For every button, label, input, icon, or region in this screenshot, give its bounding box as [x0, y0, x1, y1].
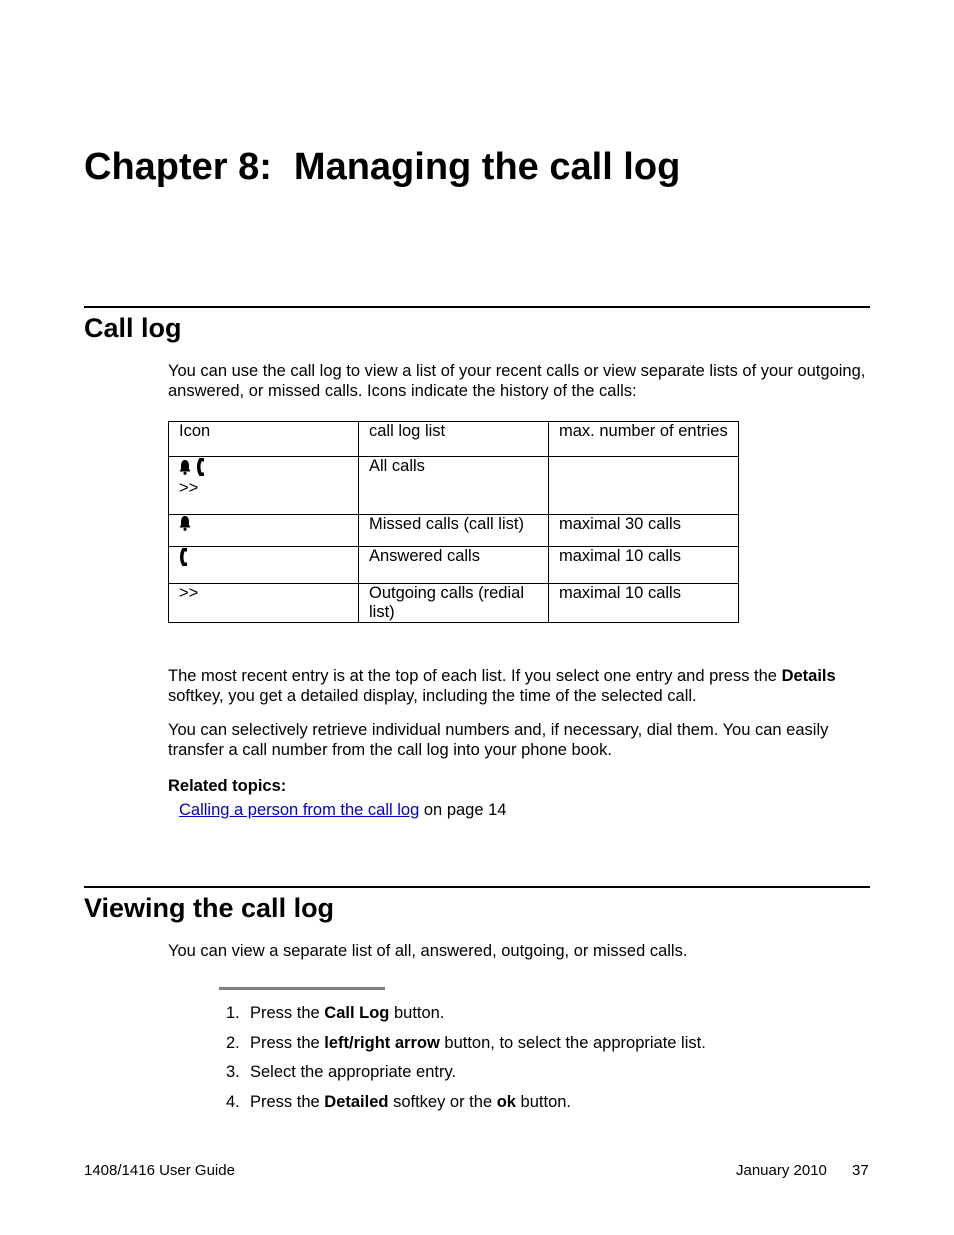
outgoing-symbol: >> [179, 479, 199, 497]
viewing-intro: You can view a separate list of all, answered, outgoing, or missed calls. [168, 942, 688, 960]
step-text: softkey or the [388, 1092, 497, 1111]
details-paragraph [168, 666, 878, 706]
header-max-entries: max. number of entries [549, 422, 739, 457]
step-text: button, to select the appropriate list. [439, 1033, 706, 1052]
cell-max: maximal 10 calls [549, 584, 739, 623]
cell-list: Outgoing calls (redial list) [359, 584, 549, 623]
step-text: Select the appropriate entry. [250, 1063, 457, 1082]
step-text: Press the [250, 1092, 325, 1111]
footer-date: January 2010 [736, 1162, 827, 1179]
phone-handset-icon [179, 547, 189, 572]
header-icon: Icon [169, 422, 359, 457]
section-divider [84, 886, 870, 888]
cell-icon [169, 515, 359, 547]
details-text-b: softkey, you get a detailed display, including the time of the selected call. [168, 687, 697, 705]
details-text-a: The most recent entry is at the top of each list. If you select one entry and press the [168, 667, 782, 685]
step-text: Press the [250, 1004, 325, 1022]
section-heading-call-log: Call log [84, 313, 182, 343]
table-row [169, 515, 739, 547]
step-text: Press the [250, 1033, 325, 1052]
chapter-number: Chapter 8: [84, 146, 272, 188]
step-bold: left/right arrow [324, 1033, 440, 1052]
call-log-intro: You can use the call log to view a list of your recent calls or view separate lists of your outgoing, answered, or missed calls. Icons indicate the history of the calls: [168, 362, 866, 400]
list-item [226, 1003, 706, 1033]
step-number: 4. [226, 1092, 240, 1111]
step-text: button. [389, 1004, 445, 1022]
chapter-name: Managing the call log [293, 146, 681, 188]
call-log-icon-table [168, 421, 739, 623]
cell-icon [169, 547, 359, 584]
table-header-row [169, 422, 739, 457]
header-call-log-list: call log list [359, 422, 549, 457]
step-number: 2. [226, 1033, 240, 1052]
details-softkey-name: Details [781, 667, 836, 685]
list-item [226, 1092, 706, 1122]
step-bold: Detailed [324, 1092, 389, 1111]
step-number: 1. [226, 1004, 240, 1022]
related-topic-item [179, 800, 889, 820]
related-topic-page: on page 14 [419, 801, 507, 819]
cell-max [549, 457, 739, 515]
footer-guide-title: 1408/1416 User Guide [84, 1162, 235, 1179]
step-bold: Call Log [324, 1004, 390, 1022]
bell-icon [179, 459, 191, 480]
table-row [169, 457, 739, 515]
table-row [169, 584, 739, 623]
table-row [169, 547, 739, 584]
procedure-steps [226, 1003, 706, 1121]
step-text: button. [515, 1092, 572, 1111]
cell-icon [169, 457, 359, 515]
cell-list: All calls [359, 457, 549, 515]
procedure-divider [219, 987, 385, 990]
related-topic-link[interactable]: Calling a person from the call log [179, 801, 420, 819]
cell-icon: >> [169, 584, 359, 623]
cell-max: maximal 10 calls [549, 547, 739, 584]
chapter-title [84, 146, 680, 189]
footer-page-number: 37 [852, 1162, 869, 1179]
cell-max: maximal 30 calls [549, 515, 739, 547]
section-heading-viewing-call-log: Viewing the call log [84, 893, 335, 923]
related-topics-label: Related topics: [168, 777, 287, 795]
cell-list: Answered calls [359, 547, 549, 584]
retrieve-paragraph: You can selectively retrieve individual numbers and, if necessary, dial them. You can easily transfer a call number from the call log into your phone book. [168, 721, 829, 759]
list-item [226, 1062, 706, 1092]
step-bold: ok [496, 1092, 516, 1111]
step-number: 3. [226, 1063, 240, 1082]
cell-list: Missed calls (call list) [359, 515, 549, 547]
section-divider [84, 306, 870, 308]
list-item [226, 1033, 706, 1063]
bell-icon [179, 515, 191, 536]
